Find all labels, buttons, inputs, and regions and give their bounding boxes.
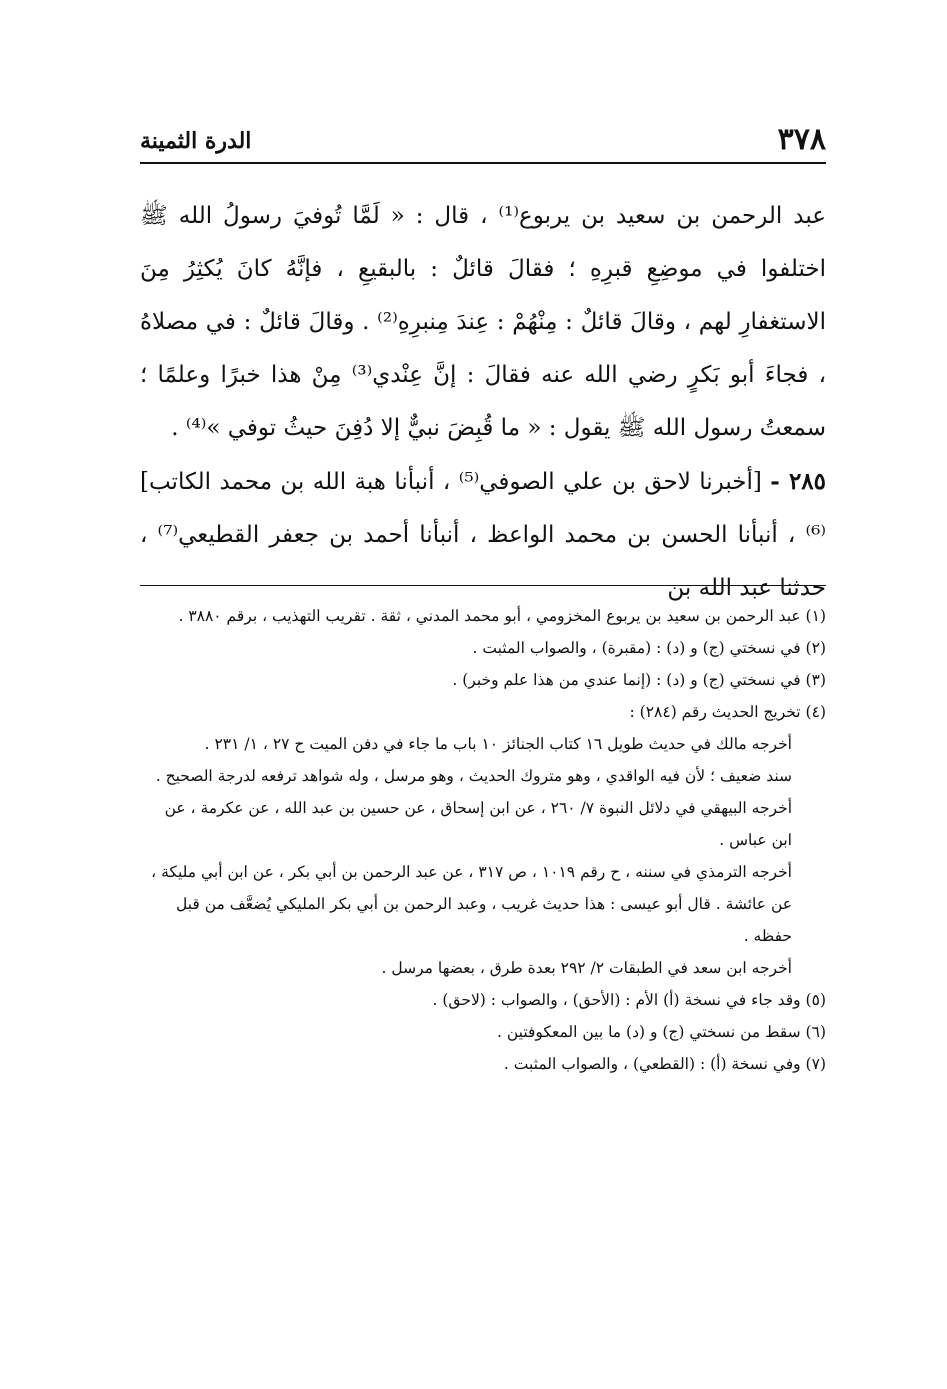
hadith-text: [أخبرنا لاحق بن علي الصوفي⁽⁵⁾ ، أنبأنا هبة الله بن محمد الكاتب]⁽⁶⁾ ، أنبأنا الحسن بن محمد الواعظ ، أنبأنا أحمد بن جعفر القطيعي⁽⁷⁾ ، حدثنا عبد الله بن: [140, 469, 827, 601]
footnote-4-grading: سند ضعيف ؛ لأن فيه الواقدي ، وهو متروك الحديث ، وهو مرسل ، وله شواهد ترفعه لدرجة الصحيح .: [155, 767, 792, 785]
footnote-4: (٤) تخريج الحديث رقم (٢٨٤) :: [629, 703, 826, 721]
hadith-number: ٢٨٥ -: [770, 468, 826, 495]
footnote-rule: [140, 585, 826, 586]
footnote-4-tirmidhi: أخرجه الترمذي في سننه ، ح رقم ١٠١٩ ، ص ٣١٧ ، عن عبد الرحمن بن أبي بكر ، عن ابن أبي مليكة ، عن عائشة . قال أبو عيسى : هذا حديث غريب ، وعبد الرحمن بن أبي بكر المليكي يُضعَّف من قبل حفظه .: [151, 863, 792, 945]
footnote-4-bayhaqi: أخرجه البيهقي في دلائل النبوة ٧/ ٢٦٠ ، عن ابن إسحاق ، عن حسين بن عبد الله ، عن عكرمة ، عن ابن عباس .: [164, 799, 792, 849]
footnote-4-malik: أخرجه مالك في حديث طويل ١٦ كتاب الجنائز ١٠ باب ما جاء في دفن الميت ح ٢٧ ، ١/ ٢٣١ .: [204, 735, 792, 753]
footnote-4-ibn-saad: أخرجه ابن سعد في الطبقات ٢/ ٢٩٢ بعدة طرق ، بعضها مرسل .: [381, 959, 792, 977]
footnote-2: (٢) في نسختي (ج) و (د) : (مقبرة) ، والصواب المثبت .: [472, 639, 826, 657]
main-text: [140, 190, 826, 615]
hadith-paragraph: [140, 455, 826, 615]
footnote-5: (٥) وقد جاء في نسخة (أ) الأم : (الأحق) ، والصواب : (لاحق) .: [432, 991, 826, 1009]
footnote-6: (٦) سقط من نسختي (ج) و (د) ما بين المعكوفتين .: [496, 1023, 826, 1041]
page-header: [140, 122, 826, 162]
footnote-1: (١) عبد الرحمن بن سعيد بن يربوع المخزومي ، أبو محمد المدني ، ثقة . تقريب التهذيب ، برقم ٣٨٨٠ .: [178, 607, 826, 625]
header-rule: [140, 162, 826, 164]
running-title: الدرة الثمينة: [140, 128, 252, 154]
footnote-7: (٧) وفي نسخة (أ) : (القطعي) ، والصواب المثبت .: [503, 1055, 826, 1073]
main-paragraph: عبد الرحمن بن سعيد بن يربوع⁽¹⁾ ، قال : « لَمَّا تُوفيَ رسولُ الله ﷺ اختلفوا في موضِعِ قبرِهِ ؛ فقالَ قائلٌ : بالبقيعِ ، فإنَّهُ كانَ يُكثِرُ مِنَ الاستغفارِ لهم ، وقالَ قائلٌ : مِنْهُمْ : عِندَ مِنبرِهِ⁽²⁾ . وقالَ قائلٌ : في مصلاهُ ، فجاءَ أبو بَكرٍ رضي الله عنه فقالَ : إنَّ عِنْدي⁽³⁾ مِنْ هذا خبرًا وعلمًا ؛ سمعتُ رسول الله ﷺ يقول : « ما قُبِضَ نبيٌّ إلا دُفِنَ حيثُ توفي »⁽⁴⁾ .: [140, 203, 827, 441]
footnote-3: (٣) في نسختي (ج) و (د) : (إنما عندي من هذا علم وخبر) .: [452, 671, 826, 689]
footnotes: [140, 600, 826, 1080]
page-number: ٣٧٨: [777, 122, 826, 157]
